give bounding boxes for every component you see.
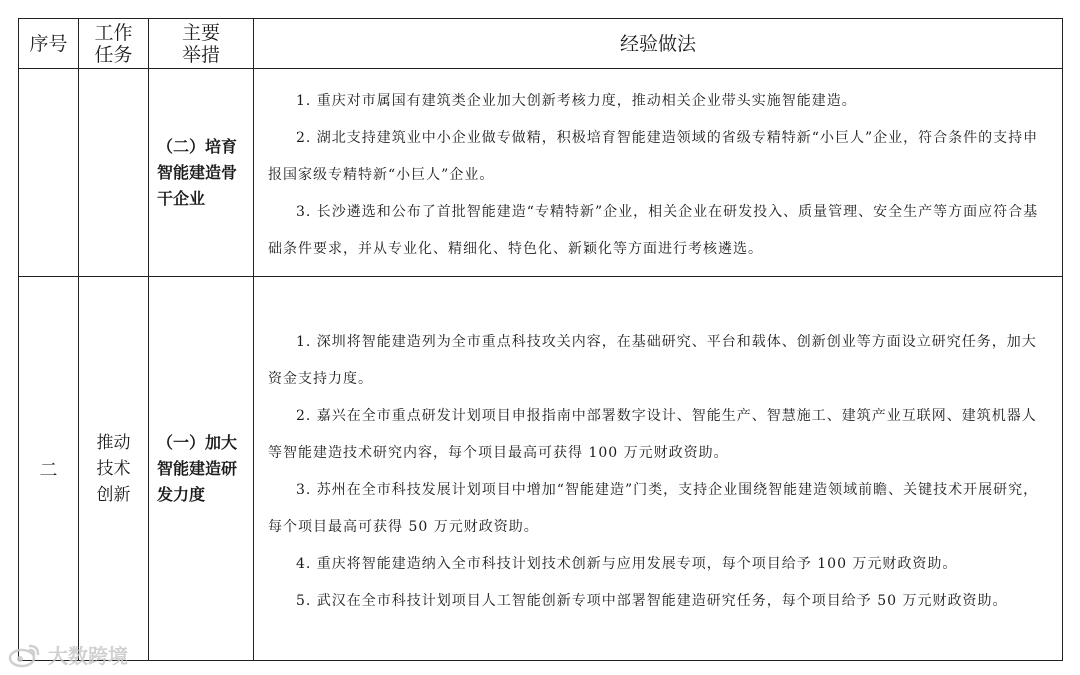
watermark [8,640,128,669]
row2-no: 二 [19,277,79,661]
row1-methods [254,69,1063,277]
row1-task [79,69,149,277]
watermark-text: 大数跨境 [48,644,128,668]
header-method: 经验做法 [254,19,1063,69]
method-item: 5. 武汉在全市科技计划项目人工智能创新专项中部署智能建造研究任务，每个项目给予 50 万元财政资助。 [296,592,1008,609]
method-item: 1. 重庆对市属国有建筑类企业加大创新考核力度，推动相关企业带头实施智能建造。 [296,93,857,109]
row2-methods [254,277,1063,661]
table-row [19,69,1063,277]
weibo-logo-icon [8,642,42,668]
header-measure: 主要举措 [149,19,254,69]
method-item: 2. 湖北支持建筑业中小企业做专做精，积极培育智能建造领域的省级专精特新“小巨人”企业，符合条件的支持申报国家级专精特新“小巨人”企业。 [268,130,1039,183]
row1-measure: （二）培育智能建造骨干企业 [149,69,254,277]
header-no: 序号 [19,19,79,69]
header-task: 工作任务 [79,19,149,69]
method-item: 3. 长沙遴选和公布了首批智能建造“专精特新”企业，相关企业在研发投入、质量管理、安全生产等方面应符合基础条件要求，并从专业化、精细化、特色化、新颖化等方面进行考核遴选。 [268,204,1039,257]
row2-measure: （一）加大智能建造研发力度 [149,277,254,661]
row2-task: 推动技术创新 [79,277,149,661]
table-header-row [19,19,1063,69]
table-row [19,277,1063,661]
experience-table [18,18,1063,661]
method-item: 4. 重庆将智能建造纳入全市科技计划技术创新与应用发展专项，每个项目给予 100 万元财政资助。 [296,555,958,572]
row1-no [19,69,79,277]
method-item: 3. 苏州在全市科技发展计划项目中增加“智能建造”门类，支持企业围绕智能建造领域前瞻、关键技术开展研究，每个项目最高可获得 50 万元财政资助。 [268,481,1039,535]
method-item: 2. 嘉兴在全市重点研发计划项目申报指南中部署数字设计、智能生产、智慧施工、建筑产业互联网、建筑机器人等智能建造技术研究内容，每个项目最高可获得 100 万元财政资助。 [268,407,1037,461]
method-item: 1. 深圳将智能建造列为全市重点科技攻关内容，在基础研究、平台和载体、创新创业等方面设立研究任务，加大资金支持力度。 [268,333,1037,387]
